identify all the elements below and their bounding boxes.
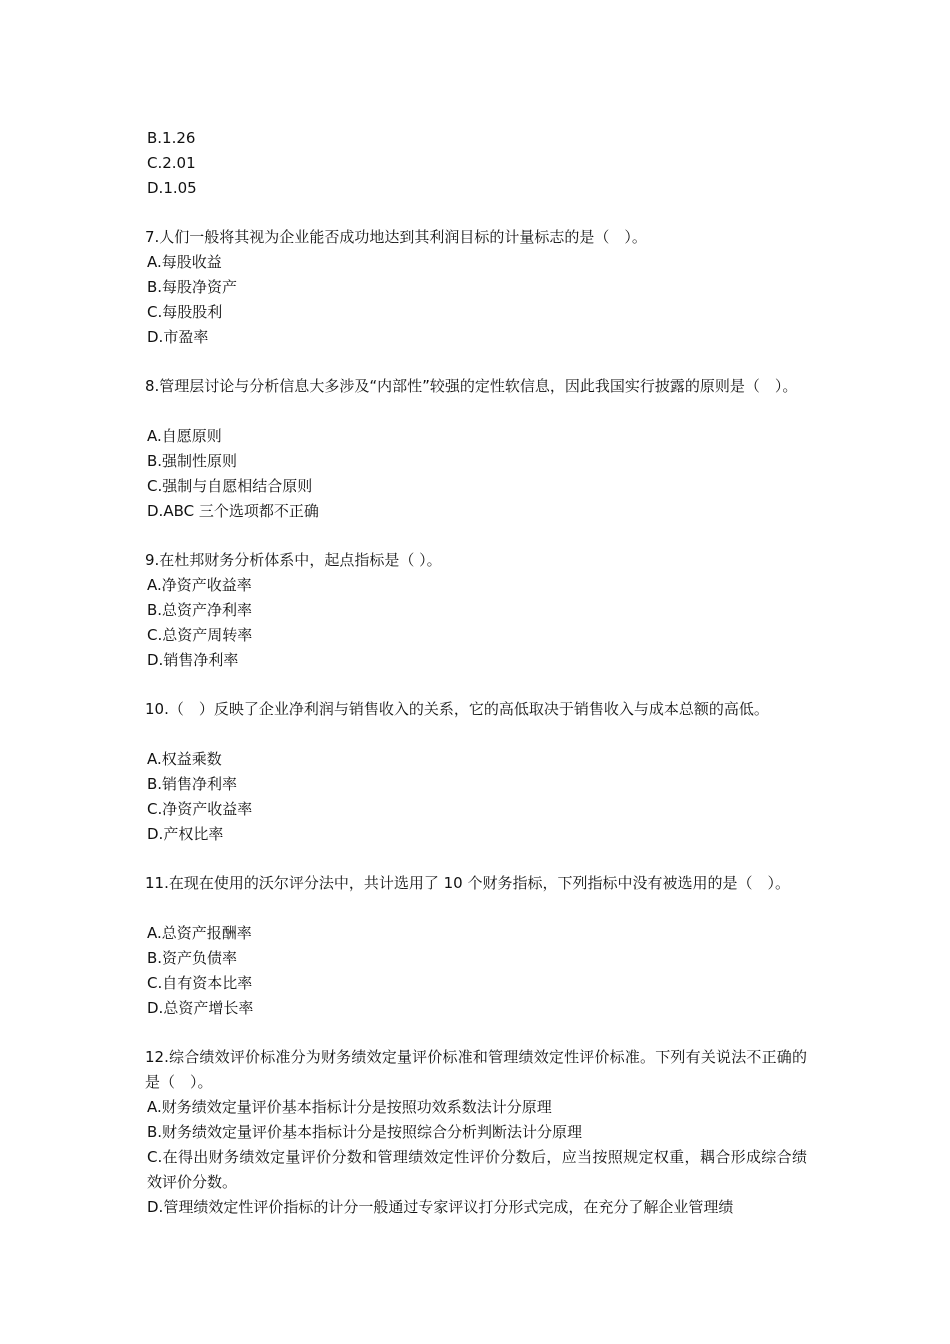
question-11-option-a: A.总资产报酬率: [147, 924, 252, 942]
question-8-stem: 8.管理层讨论与分析信息大多涉及“内部性”较强的定性软信息，因此我国实行披露的原则是（ ）。: [145, 377, 798, 395]
question-10-option-c: C.净资产收益率: [147, 800, 253, 818]
question-12-option-c: C.在得出财务绩效定量评价分数和管理绩效定性评价分数后，应当按照规定权重，耦合形成综合绩效评价分数。: [147, 1148, 807, 1191]
question-7-stem: 7.人们一般将其视为企业能否成功地达到其利润目标的计量标志的是（ ）。: [145, 228, 647, 246]
question-9-option-d: D.销售净利率: [147, 651, 239, 669]
option-b-q6: B.1.26: [147, 129, 196, 147]
question-12-option-d: D.管理绩效定性评价指标的计分一般通过专家评议打分形式完成，在充分了解企业管理绩: [147, 1198, 734, 1216]
option-c-q6: C.2.01: [147, 154, 196, 172]
option-d-q6: D.1.05: [147, 179, 197, 197]
question-11-option-d: D.总资产增长率: [147, 999, 254, 1017]
question-10-option-d: D.产权比率: [147, 825, 224, 843]
question-8-option-b: B.强制性原则: [147, 452, 238, 470]
question-7-option-d: D.市盈率: [147, 328, 209, 346]
question-8-option-d: D.ABC 三个选项都不正确: [147, 502, 319, 520]
question-12-stem: 12.综合绩效评价标准分为财务绩效定量评价标准和管理绩效定性评价标准。下列有关说法不正确的是（ ）。: [145, 1048, 807, 1091]
question-9-option-a: A.净资产收益率: [147, 576, 252, 594]
question-10-option-a: A.权益乘数: [147, 750, 222, 768]
question-10-stem: 10.（ ）反映了企业净利润与销售收入的关系，它的高低取决于销售收入与成本总额的高低。: [145, 700, 769, 718]
question-12-option-b: B.财务绩效定量评价基本指标计分是按照综合分析判断法计分原理: [147, 1123, 583, 1141]
question-7-option-a: A.每股收益: [147, 253, 222, 271]
question-7-option-b: B.每股净资产: [147, 278, 238, 296]
question-11-stem: 11.在现在使用的沃尔评分法中，共计选用了 10 个财务指标，下列指标中没有被选用的是（ ）。: [145, 874, 790, 892]
question-11-option-c: C.自有资本比率: [147, 974, 253, 992]
question-9-stem: 9.在杜邦财务分析体系中，起点指标是（ ）。: [145, 551, 442, 569]
question-9-option-b: B.总资产净利率: [147, 601, 253, 619]
page-content: [145, 126, 807, 1220]
question-11-option-b: B.资产负债率: [147, 949, 238, 967]
question-10-option-b: B.销售净利率: [147, 775, 238, 793]
question-12-option-a: A.财务绩效定量评价基本指标计分是按照功效系数法计分原理: [147, 1098, 552, 1116]
question-8-option-c: C.强制与自愿相结合原则: [147, 477, 313, 495]
question-7-option-c: C.每股股利: [147, 303, 223, 321]
question-8-option-a: A.自愿原则: [147, 427, 222, 445]
question-9-option-c: C.总资产周转率: [147, 626, 253, 644]
